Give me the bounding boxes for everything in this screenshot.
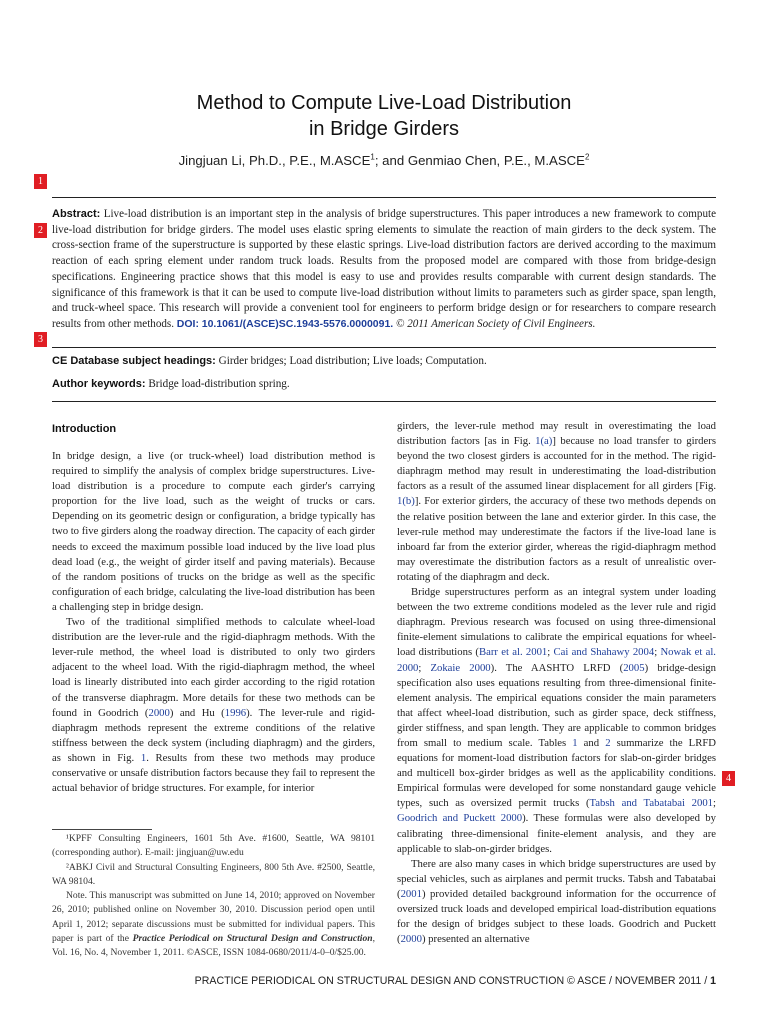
author-1: Jingjuan Li, Ph.D., P.E., M.ASCE xyxy=(178,153,371,168)
citation-link[interactable]: Cai and Shahawy 2004 xyxy=(553,646,655,659)
table-link[interactable]: 2 xyxy=(605,736,611,749)
subject-headings-text: Girder bridges; Load distribution; Live loads; Computation. xyxy=(218,355,487,367)
citation-link[interactable]: Barr et al. 2001 xyxy=(478,646,548,659)
citation-link[interactable]: 2005 xyxy=(623,661,645,674)
header-divider xyxy=(52,197,716,198)
left-column xyxy=(52,449,375,796)
figure-link[interactable]: 1(a) xyxy=(535,435,553,448)
text-run: ) and Hu ( xyxy=(169,706,225,719)
text-run: ). These formulas were also developed by calibrating three-dimensional finite-element analysis, and they are applicable to slab-on-girder bridges. xyxy=(397,812,716,855)
text-run: summarize the LRFD equations for moment-load distribution factors for slab-on-girder bridges and multicell box-girder bridges as well as the applicability conditions. Empirical formulas were developed for some nonstandard gauge vehicle types, such as oversized permit trucks ( xyxy=(397,736,716,810)
footnote-affiliation-1: ¹KPFF Consulting Engineers, 1601 5th Ave. #1600, Seattle, WA 98101 (corresponding author). E-mail: jingjuan@uw.edu xyxy=(52,833,375,859)
page-marker-3[interactable]: 3 xyxy=(34,332,47,347)
text-run: ] because no load transfer to girders beyond the two closest girders is accounted for in the method. The rigid-diaphragm method may result in underestimating the load-distribution factors as a result of the assumed linear displacement for all girders [Fig. xyxy=(397,435,716,493)
doi-link[interactable]: 10.1061/(ASCE)SC.1943-5576.0000091. xyxy=(201,317,394,330)
text-run: ; xyxy=(654,646,661,659)
citation-link[interactable]: 2000 xyxy=(148,706,170,719)
abstract-text: Live-load distribution is an important step in the analysis of bridge superstructures. This paper introduces a new framework to compute live-load distribution for bridge girders. The model uses elastic spring elements to simulate the reaction of main girders to the deck system. The cross-section frame of the superstructure is supported by these elastic springs. Live-load distribution factors are derived according to the maximum reaction of each spring element under random truck loads. Results from the proposed model are compared with those from bridge-design specifications. Engineering practice shows that this model is easy to use and provides results comparable with current design standards. The significance of this framework is that it can be used to compute live-load distribution without limits to parameters such as girder space, span length, and truck-wheel space. This research will provide a convenient tool for engineers to perform bridge design or for researchers to compare research results from other methods. xyxy=(52,208,717,330)
text-run: and xyxy=(577,736,606,749)
body-paragraph-2 xyxy=(397,585,716,857)
text-run: ; xyxy=(418,661,431,674)
text-run: ; xyxy=(713,797,716,810)
author-keywords-text: Bridge load-distribution spring. xyxy=(148,378,290,390)
title-line-1: Method to Compute Live-Load Distribution xyxy=(196,92,572,114)
abstract-label: Abstract: xyxy=(52,208,101,220)
author-connector: ; and Genmiao Chen, P.E., M.ASCE xyxy=(374,153,585,168)
title-line-2: in Bridge Girders xyxy=(308,118,460,140)
keywords-divider xyxy=(52,401,716,402)
copyright-notice: © 2011 American Society of Civil Engineers. xyxy=(396,317,596,330)
right-column xyxy=(397,419,716,947)
text-run: ; xyxy=(547,646,554,659)
text-run: ) bridge-design specification also uses equations resulting from three-dimensional finite-element analysis. The empirical equations consider the main parameters that affect wheel-load distribution, such as girder space, deck stiffness, girder stiffness, and span length. They are applicable to common bridges from small to medium scale. Tables xyxy=(397,661,716,749)
subject-headings xyxy=(52,355,716,367)
text-run: Two of the traditional simplified methods to calculate wheel-load distribution are the lever-rule and the rigid-diaphragm methods. With the lever-rule method, the wheel load is distributed to only two girders adjacent to the wheel load. With the rigid-diaphragm method, the wheel load is linearly distributed into each girder according to the rigid rotation of the transverse diaphragm. More details for these two methods can be found in Goodrich ( xyxy=(52,616,375,719)
citation-link[interactable]: 2001 xyxy=(400,887,422,900)
citation-link[interactable]: 2000 xyxy=(400,933,422,946)
author-line xyxy=(0,153,768,168)
doi-label: DOI: xyxy=(176,317,199,330)
citation-link[interactable]: 1996 xyxy=(224,706,247,719)
page-footer xyxy=(52,975,716,987)
figure-link[interactable]: 1(b) xyxy=(397,495,415,508)
body-paragraph-continued xyxy=(397,419,716,585)
page-number: 1 xyxy=(710,975,716,987)
abstract xyxy=(52,207,716,333)
text-run: Note. This manuscript was submitted on June 14, 2010; approved on November 26, 2010; published online on November 30, 2010. Discussion period open until April 1, 2012; separate discussions must be submitted for individual papers. This paper is part of the xyxy=(52,890,375,945)
text-run: ). The AASHTO LRFD ( xyxy=(490,661,624,674)
citation-link[interactable]: Zokaie 2000 xyxy=(430,661,491,674)
footnotes xyxy=(52,832,375,961)
page-marker-1[interactable]: 1 xyxy=(34,174,47,189)
text-run: . Results from these two methods may produce conservative or unsafe distribution factors because they fail to represent the actual behavior of bridge structures. For example, for interior xyxy=(52,751,375,795)
footnote-divider xyxy=(52,829,152,830)
abstract-divider xyxy=(52,347,716,348)
page-marker-2[interactable]: 2 xyxy=(34,223,47,238)
citation-link[interactable]: Tabsh and Tabatabai 2001 xyxy=(589,797,714,810)
text-run: ]. For exterior girders, the accuracy of these two methods depends on the relative position between the lane and exterior girder. In this case, the lever-rule method may underestimate the factors if the live-load lane is inboard far from the exterior girder, whereas the rigid-diaphragm method may overestimate the distribution factors as a result of unrealistic over-rotating of the diaphragm and deck. xyxy=(397,495,716,583)
section-heading-introduction: Introduction xyxy=(52,423,117,435)
author-keywords-label: Author keywords: xyxy=(52,378,146,390)
intro-paragraph-2 xyxy=(52,615,375,796)
intro-paragraph-1: In bridge design, a live (or truck-wheel) load distribution method is required to simplify the analysis of complex bridge superstructures. Live-load distribution is a procedure to compute each girder's carrying proportion for the live load, such as the weight of trucks or cars. Depending on its geometric design or configuration, a bridge typically has two to five girders along the roadway direction. The capacity of each girder needs to exceed the maximum possible load induced by the live load plus dead load (e.g., the weight of girder itself and paving materials). Because of the random positions of trucks on the bridge as well as the specific configuration of each bridge, calculating the live-load distribution has been a challenging step in bridge design. xyxy=(52,450,375,613)
page-marker-4[interactable]: 4 xyxy=(722,771,735,786)
text-run: , Vol. 16, No. 4, November 1, 2011. ©ASCE, ISSN 1084-0680/2011/4-0–0/$25.00. xyxy=(52,933,375,959)
body-paragraph-3 xyxy=(397,857,716,948)
citation-link[interactable]: Goodrich and Puckett 2000 xyxy=(397,812,523,825)
table-link[interactable]: 1 xyxy=(572,736,578,749)
text-run: ) provided detailed background information for the occurrence of oversized truck loads and developed empirical load-distribution equations for the design of bridges subject to these loads. Goodrich and Puckett ( xyxy=(397,887,716,946)
footer-journal-line: PRACTICE PERIODICAL ON STRUCTURAL DESIGN AND CONSTRUCTION © ASCE / NOVEMBER 2011 / xyxy=(194,975,711,987)
text-run: ) presented an alternative xyxy=(421,933,530,946)
author-1-affiliation: 1 xyxy=(370,152,375,162)
text-run: Bridge superstructures perform as an integral system under loading between the two extreme conditions modeled as the lever rule and rigid diaphragm. Previous research was focused on using three-dimensional finite-element simulations to calibrate the empirical equations for wheel-load distributions ( xyxy=(397,586,716,659)
figure-link[interactable]: 1 xyxy=(140,751,147,764)
footnote-affiliation-2: ²ABKJ Civil and Structural Consulting Engineers, 800 5th Ave. #2500, Seattle, WA 98104. xyxy=(52,861,375,887)
author-2-affiliation: 2 xyxy=(584,152,590,162)
paper-title xyxy=(0,90,768,142)
citation-link[interactable]: Nowak et al. 2000 xyxy=(397,646,716,674)
text-run: girders, the lever-rule method may result in overestimating the load distribution factors [as in Fig. xyxy=(397,420,716,448)
author-keywords xyxy=(52,378,716,390)
subject-headings-label: CE Database subject headings: xyxy=(52,355,216,367)
text-run: ). The lever-rule and rigid-diaphragm methods represent the extreme conditions of the relative stiffness between the deck system (including diaphragm) and the girders, as shown in Fig. xyxy=(52,706,375,764)
text-run: There are also many cases in which bridge superstructures are used by special vehicles, such as airplanes and permit trucks. Tabsh and Tabatabai ( xyxy=(397,857,716,900)
submission-note xyxy=(52,889,375,960)
journal-name: Practice Periodical on Structural Design and Construction xyxy=(132,933,373,945)
